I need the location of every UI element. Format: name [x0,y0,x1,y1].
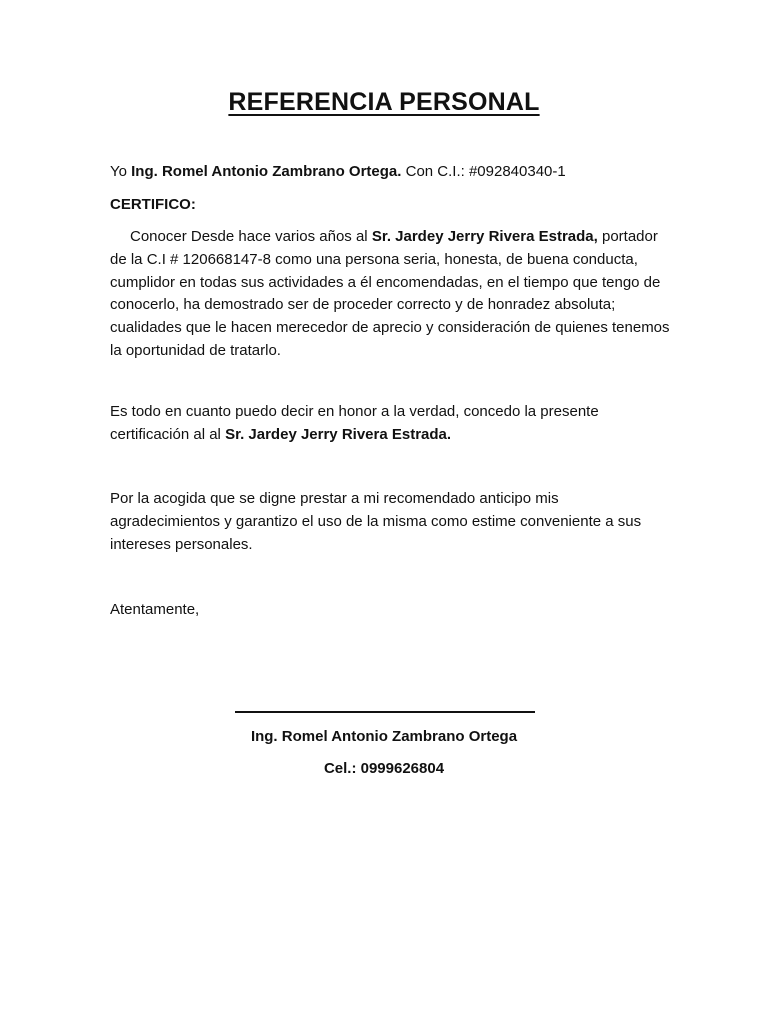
body2-text: Es todo en cuanto puedo decir en honor a la verdad, concedo la presente certificación al al [110,403,599,443]
issuer-name: Ing. Romel Antonio Zambrano Ortega. [131,163,402,180]
signature-phone: Cel.: 0999626804 [323,760,445,777]
body1-lead: Conocer Desde hace varios años al [130,228,372,245]
certifico-heading: CERTIFICO: [110,196,196,213]
issuer-ci: Con C.I.: #092840340-1 [401,163,566,180]
signature-name: Ing. Romel Antonio Zambrano Ortega [250,728,518,745]
body1-rest: portador de la C.I # 120668147-8 como una persona seria, honesta, de buena conducta, cumplidor en todas sus actividades a él encomendadas, en el tiempo que tengo de conocerlo, ha demostrado ser de proceder correcto y de honradez absoluta; cualidades que le hacen merecedor de aprecio y consideración de quienes tenemos la oportunidad de tratarlo. [110,228,670,359]
document-title: REFERENCIA PERSONAL [228,88,540,116]
body-paragraph-1 [110,226,670,363]
body-paragraph-3: Por la acogida que se digne prestar a mi recomendado anticipo mis agradecimientos y garantizo el uso de la misma como estime conveniente a sus intereses personales. [110,490,642,553]
closing-text: Atentamente, [110,601,200,618]
intro-paragraph [110,161,670,184]
body2-subject: Sr. Jardey Jerry Rivera Estrada. [225,425,452,443]
body1-subject: Sr. Jardey Jerry Rivera Estrada [371,228,594,245]
body-paragraph-2 [110,401,670,447]
intro-prefix: Yo [110,163,132,180]
body1-comma: , [593,228,598,245]
signature-line [235,711,535,713]
